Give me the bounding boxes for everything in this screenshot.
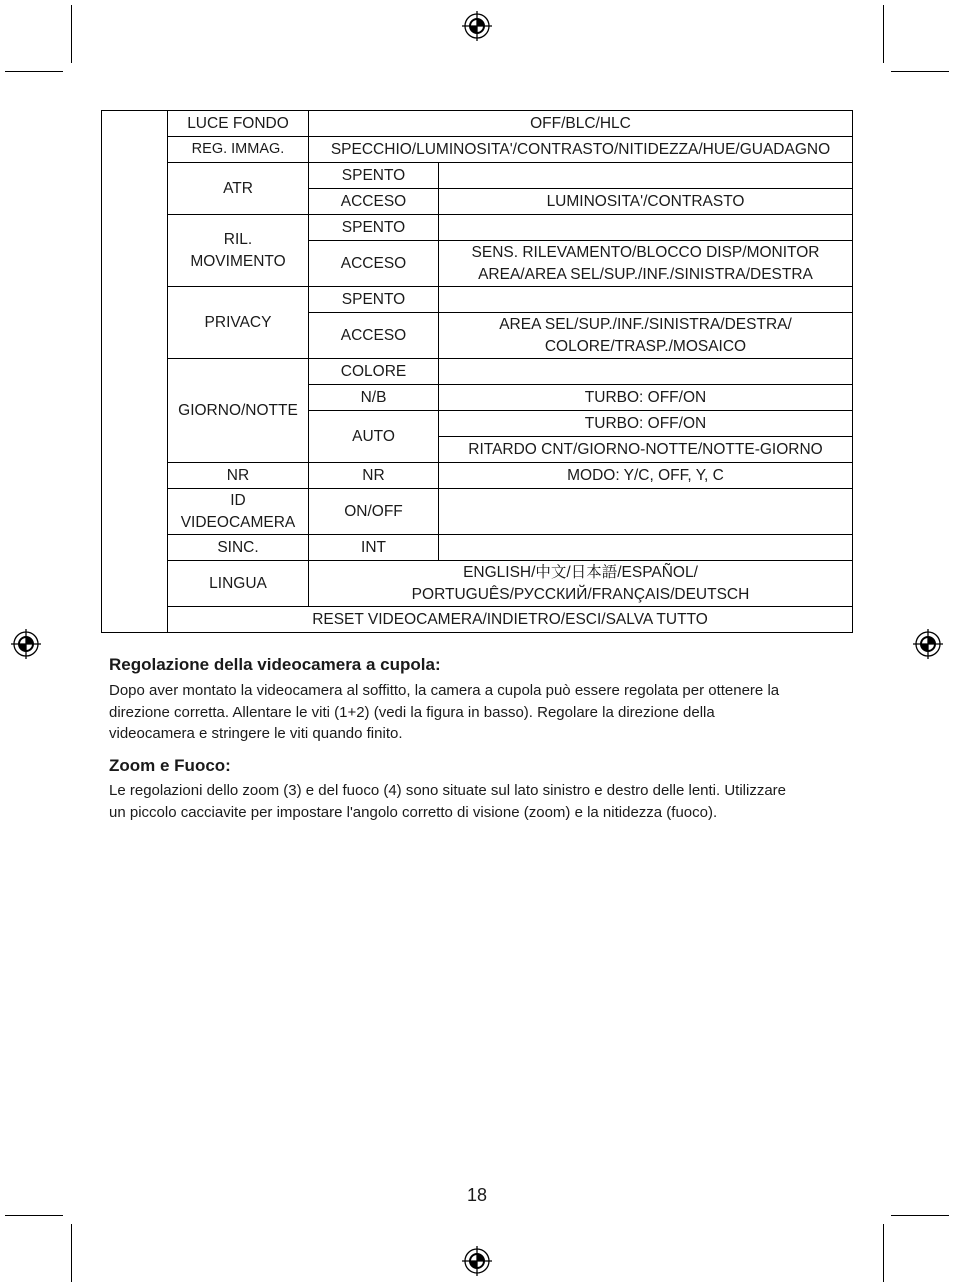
label-line: MOVIMENTO [190,252,286,270]
row-option: ACCESO [309,189,439,215]
table-row [102,137,853,163]
row-label [168,489,309,535]
crop-mark [71,1224,72,1282]
row-value [309,561,853,607]
crop-mark [891,71,949,72]
label-line: ID [230,492,246,509]
section-body [109,780,854,823]
row-label: LUCE FONDO [168,111,309,137]
table-row [102,359,853,385]
table-row [102,463,853,489]
row-value: TURBO: OFF/ON [439,411,853,437]
body-line: videocamera e stringere le viti quando finito. [109,725,403,742]
label-line: RIL. [223,231,253,248]
crop-mark [5,1215,63,1216]
table-row [102,215,853,241]
row-option: COLORE [309,359,439,385]
row-option: SPENTO [309,215,439,241]
label-line: VIDEOCAMERA [180,513,296,531]
value-line: AREA SEL/SUP./INF./SINISTRA/DESTRA/ [499,316,792,333]
row-label: REG. IMMAG. [168,137,309,163]
row-value: SPECCHIO/LUMINOSITA'/CONTRASTO/NITIDEZZA/HUE/GUADAGNO [309,137,853,163]
row-option: INT [309,535,439,561]
registration-mark-icon [11,629,41,659]
body-line: Dopo aver montato la videocamera al soffitto, la camera a cupola può essere regolata per ottenere la [109,682,780,699]
row-value: RITARDO CNT/GIORNO-NOTTE/NOTTE-GIORNO [439,437,853,463]
row-label: SINC. [168,535,309,561]
row-option: ON/OFF [309,489,439,535]
table-row [102,607,853,633]
table-row [102,535,853,561]
registration-mark-icon [913,629,943,659]
row-value [439,215,853,241]
row-value: TURBO: OFF/ON [439,385,853,411]
page-number: 18 [466,1185,488,1205]
row-value [439,163,853,189]
row-value [439,535,853,561]
table-row [102,287,853,313]
body-line: Le regolazioni dello zoom (3) e del fuoco (4) sono situate sul lato sinistro e destro delle lenti. Utilizzare [109,782,787,799]
row-value: LUMINOSITA'/CONTRASTO [439,189,853,215]
row-value [439,287,853,313]
registration-mark-icon [462,11,492,41]
section-body [109,680,854,745]
crop-mark [891,1215,949,1216]
row-value [439,489,853,535]
table-row [102,163,853,189]
section-heading: Zoom e Fuoco: [109,756,231,775]
body-line: un piccolo cacciavite per impostare l'angolo corretto di visione (zoom) e la nitidezza (fuoco). [109,803,718,821]
table-row [102,561,853,607]
row-value: OFF/BLC/HLC [309,111,853,137]
blank-left-column [102,111,168,633]
row-option: N/B [309,385,439,411]
menu-settings-table [101,110,853,633]
crop-mark [71,5,72,63]
row-label: GIORNO/NOTTE [168,359,309,463]
row-option: ACCESO [309,313,439,359]
crop-mark [5,71,63,72]
table-row [102,111,853,137]
value-line: COLORE/TRASP./MOSAICO [544,337,747,355]
crop-mark [883,1224,884,1282]
value-line: SENS. RILEVAMENTO/BLOCCO DISP/MONITOR [471,244,820,261]
value-line: AREA/AREA SEL/SUP./INF./SINISTRA/DESTRA [478,265,813,283]
row-option: SPENTO [309,163,439,189]
registration-mark-icon [462,1246,492,1276]
row-value [439,359,853,385]
row-value [439,313,853,359]
body-line: direzione corretta. Allentare le viti (1+2) (vedi la figura in basso). Regolare la direzione della [109,703,715,721]
row-option: SPENTO [309,287,439,313]
row-label: LINGUA [168,561,309,607]
row-option: NR [309,463,439,489]
section-heading: Regolazione della videocamera a cupola: [109,655,441,674]
row-label: NR [168,463,309,489]
row-label: ATR [168,163,309,215]
row-label [168,215,309,287]
reset-row-value: RESET VIDEOCAMERA/INDIETRO/ESCI/SALVA TUTTO [168,607,853,633]
table-row [102,489,853,535]
crop-mark [883,5,884,63]
row-option: ACCESO [309,241,439,287]
row-option: AUTO [309,411,439,463]
row-value: MODO: Y/C, OFF, Y, C [439,463,853,489]
value-line: ENGLISH/中文/日本語/ESPAÑOL/ [463,564,698,581]
row-value [439,241,853,287]
row-label: PRIVACY [168,287,309,359]
value-line: PORTUGUÊS/РУССКИЙ/FRANÇAIS/DEUTSCH [411,585,750,603]
